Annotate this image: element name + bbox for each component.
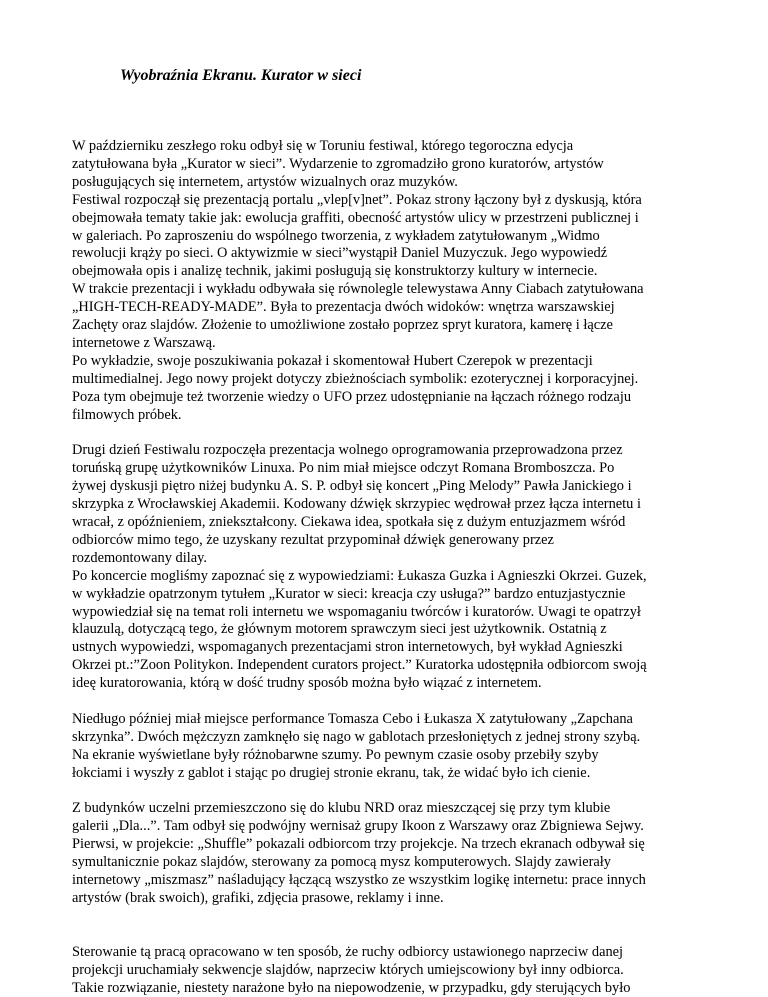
text-line: obejmowała tematy takie jak: ewolucja graffiti, obecność artystów ulicy w przestrzeni publicznej i bbox=[72, 209, 639, 226]
text-line: ustnych wypowiedzi, wspomaganych prezentacjami stron internetowych, był wykład Agnieszki bbox=[72, 639, 623, 656]
text-line: wracał, z opóźnieniem, zniekształcony. Ciekawa idea, spotkała się z dużym entuzjazmem wśród bbox=[72, 514, 626, 531]
paragraph-spacer bbox=[72, 783, 702, 801]
paragraph-2 bbox=[72, 442, 702, 693]
text-line: ideę kuratorowania, którą w dość trudny sposób można było wiązać z internetem. bbox=[72, 675, 542, 692]
text-line: żywej dyskusji piętro niżej budynku A. S. P. odbył się koncert „Ping Melody” Pawła Janickiego i bbox=[72, 478, 632, 495]
paragraph-3 bbox=[72, 711, 702, 783]
text-line: Z budynków uczelni przemieszczono się do klubu NRD oraz mieszczącej się przy tym klubie bbox=[72, 800, 611, 817]
text-line: w wykładzie opatrzonym tytułem „Kurator w sieci: kreacja czy usługa?” bardzo entuzjastycznie bbox=[72, 585, 626, 602]
text-line: projekcji uruchamiały sekwencje slajdów, naprzeciw których umiejscowiony był inny odbiorca. bbox=[72, 961, 624, 978]
document-title: Wyobraźnia Ekranu. Kurator w sieci bbox=[120, 67, 362, 84]
text-line: artystów (brak swoich), grafiki, zdjęcia prasowe, reklamy i inne. bbox=[72, 890, 444, 907]
text-line: internetowe z Warszawą. bbox=[72, 334, 216, 351]
text-line: Pierwsi, w projekcie: „Shuffle” pokazali odbiorcom trzy projekcje. Na trzech ekranach odbywał się bbox=[72, 836, 645, 853]
text-line: filmowych próbek. bbox=[72, 406, 182, 423]
text-line: W październiku zeszłego roku odbył się w Toruniu festiwal, którego tegoroczna edycja bbox=[72, 138, 574, 154]
text-line: rewolucji krąży po sieci. O aktywizmie w sieci”wystąpił Daniel Muzyczuk. Jego wypowiedź bbox=[72, 245, 608, 262]
text-line: odbiorców mimo tego, że uzyskany rezultat przypominał dźwięk generowany przez bbox=[72, 531, 554, 548]
text-line: skrzynka”. Dwóch mężczyzn zamknęło się nago w gablotach przesłoniętych z jednej strony szybą. bbox=[72, 728, 641, 745]
text-line: wypowiedział się na temat roli internetu we wspomaganiu twórców i kuratorów. Uwagi te opatrzył bbox=[72, 603, 641, 620]
text-line: multimedialnej. Jego nowy projekt dotyczy zbieżnościach symbolik: ezoterycznej i korporacyjnej. bbox=[72, 370, 639, 387]
text-line: skrzypka z Wrocławskiej Akademii. Kodowany dźwięk skrzypiec wędrował przez łącza internetu i bbox=[72, 496, 641, 513]
text-line: zatytułowana była „Kurator w sieci”. Wydarzenie to zgromadziło grono kuratorów, artystów bbox=[72, 155, 604, 172]
paragraph-spacer bbox=[72, 693, 702, 711]
text-line: internetowy „miszmasz” naśladujący łączącą wszystko ze wszystkim logikę internetu: prace innych bbox=[72, 872, 646, 889]
paragraph-spacer bbox=[72, 908, 702, 944]
paragraph-spacer bbox=[72, 425, 702, 443]
text-line: rozdemontowany dilay. bbox=[72, 549, 207, 566]
text-line: W trakcie prezentacji i wykładu odbywała się równolegle telewystawa Anny Ciabach zatytułowana bbox=[72, 281, 644, 298]
document-body bbox=[72, 138, 702, 997]
text-line: symultanicznie pokaz slajdów, sterowany za pomocą mysz komputerowych. Slajdy zawierały bbox=[72, 854, 611, 871]
text-line: Festiwal rozpoczął się prezentacją portalu „vlep[v]net”. Pokaz strony łączony był z dyskusją, która bbox=[72, 191, 642, 208]
text-line: Po koncercie mogliśmy zapoznać się z wypowiedziami: Łukasza Guzka i Agnieszki Okrzei. Guzek, bbox=[72, 567, 647, 584]
text-line: Zachęty oraz slajdów. Złożenie to umożliwione zostało poprzez spryt kuratora, kamerę i łącze bbox=[72, 317, 613, 334]
text-line: klauzulą, dotyczącą tego, że głównym motorem sprawczym sieci jest użytkownik. Ostatnią z bbox=[72, 621, 607, 638]
text-line: Drugi dzień Festiwalu rozpoczęła prezentacja wolnego oprogramowania przeprowadzona przez bbox=[72, 442, 623, 459]
text-line: Na ekranie wyświetlane były różnobarwne szumy. Po pewnym czasie osoby przebiły szyby bbox=[72, 746, 599, 763]
text-line: w galeriach. Po zaproszeniu do wspólnego tworzenia, z wykładem zatytułowanym „Widmo bbox=[72, 227, 600, 244]
text-line: galerii „Dla...”. Tam odbył się podwójny wernisaż grupy Ikoon z Warszawy oraz Zbigniewa Sejwy. bbox=[72, 818, 644, 835]
text-line: posługujących się internetem, artystów wizualnych oraz muzyków. bbox=[72, 173, 458, 190]
paragraph-1 bbox=[72, 138, 702, 425]
text-line: Okrzei pt.:”Zoon Politykon. Independent curators project.” Kuratorka udostępniła odbiorcom swoją bbox=[72, 657, 647, 674]
text-line: toruńską grupę użytkowników Linuxa. Po nim miał miejsce odczyt Romana Bromboszcza. Po bbox=[72, 460, 615, 477]
text-line: Po wykładzie, swoje poszukiwania pokazał i skomentował Hubert Czerepok w prezentacji bbox=[72, 352, 593, 369]
text-line: obejmowała opis i analizę technik, jakimi posługują się konstruktorzy kultury w internecie. bbox=[72, 263, 598, 280]
text-line: Poza tym obejmuje też tworzenie wiedzy o UFO przez udostępnianie na łączach różnego rodzaju bbox=[72, 388, 632, 405]
text-line: Takie rozwiązanie, niestety narażone było na niepowodzenie, w przypadku, gdy sterujących było bbox=[72, 979, 631, 996]
text-line: łokciami i wyszły z gablot i stając po drugiej stronie ekranu, tak, że widać było ich cienie. bbox=[72, 764, 591, 781]
text-line: Sterowanie tą pracą opracowano w ten sposób, że ruchy odbiorcy ustawionego naprzeciw danej bbox=[72, 943, 624, 960]
text-line: „HIGH-TECH-READY-MADE”. Była to prezentacja dwóch widoków: wnętrza warszawskiej bbox=[72, 299, 615, 316]
text-line: Niedługo później miał miejsce performance Tomasza Cebo i Łukasza X zatytułowany „Zapchana bbox=[72, 710, 633, 727]
paragraph-4 bbox=[72, 800, 702, 907]
paragraph-5 bbox=[72, 944, 702, 997]
